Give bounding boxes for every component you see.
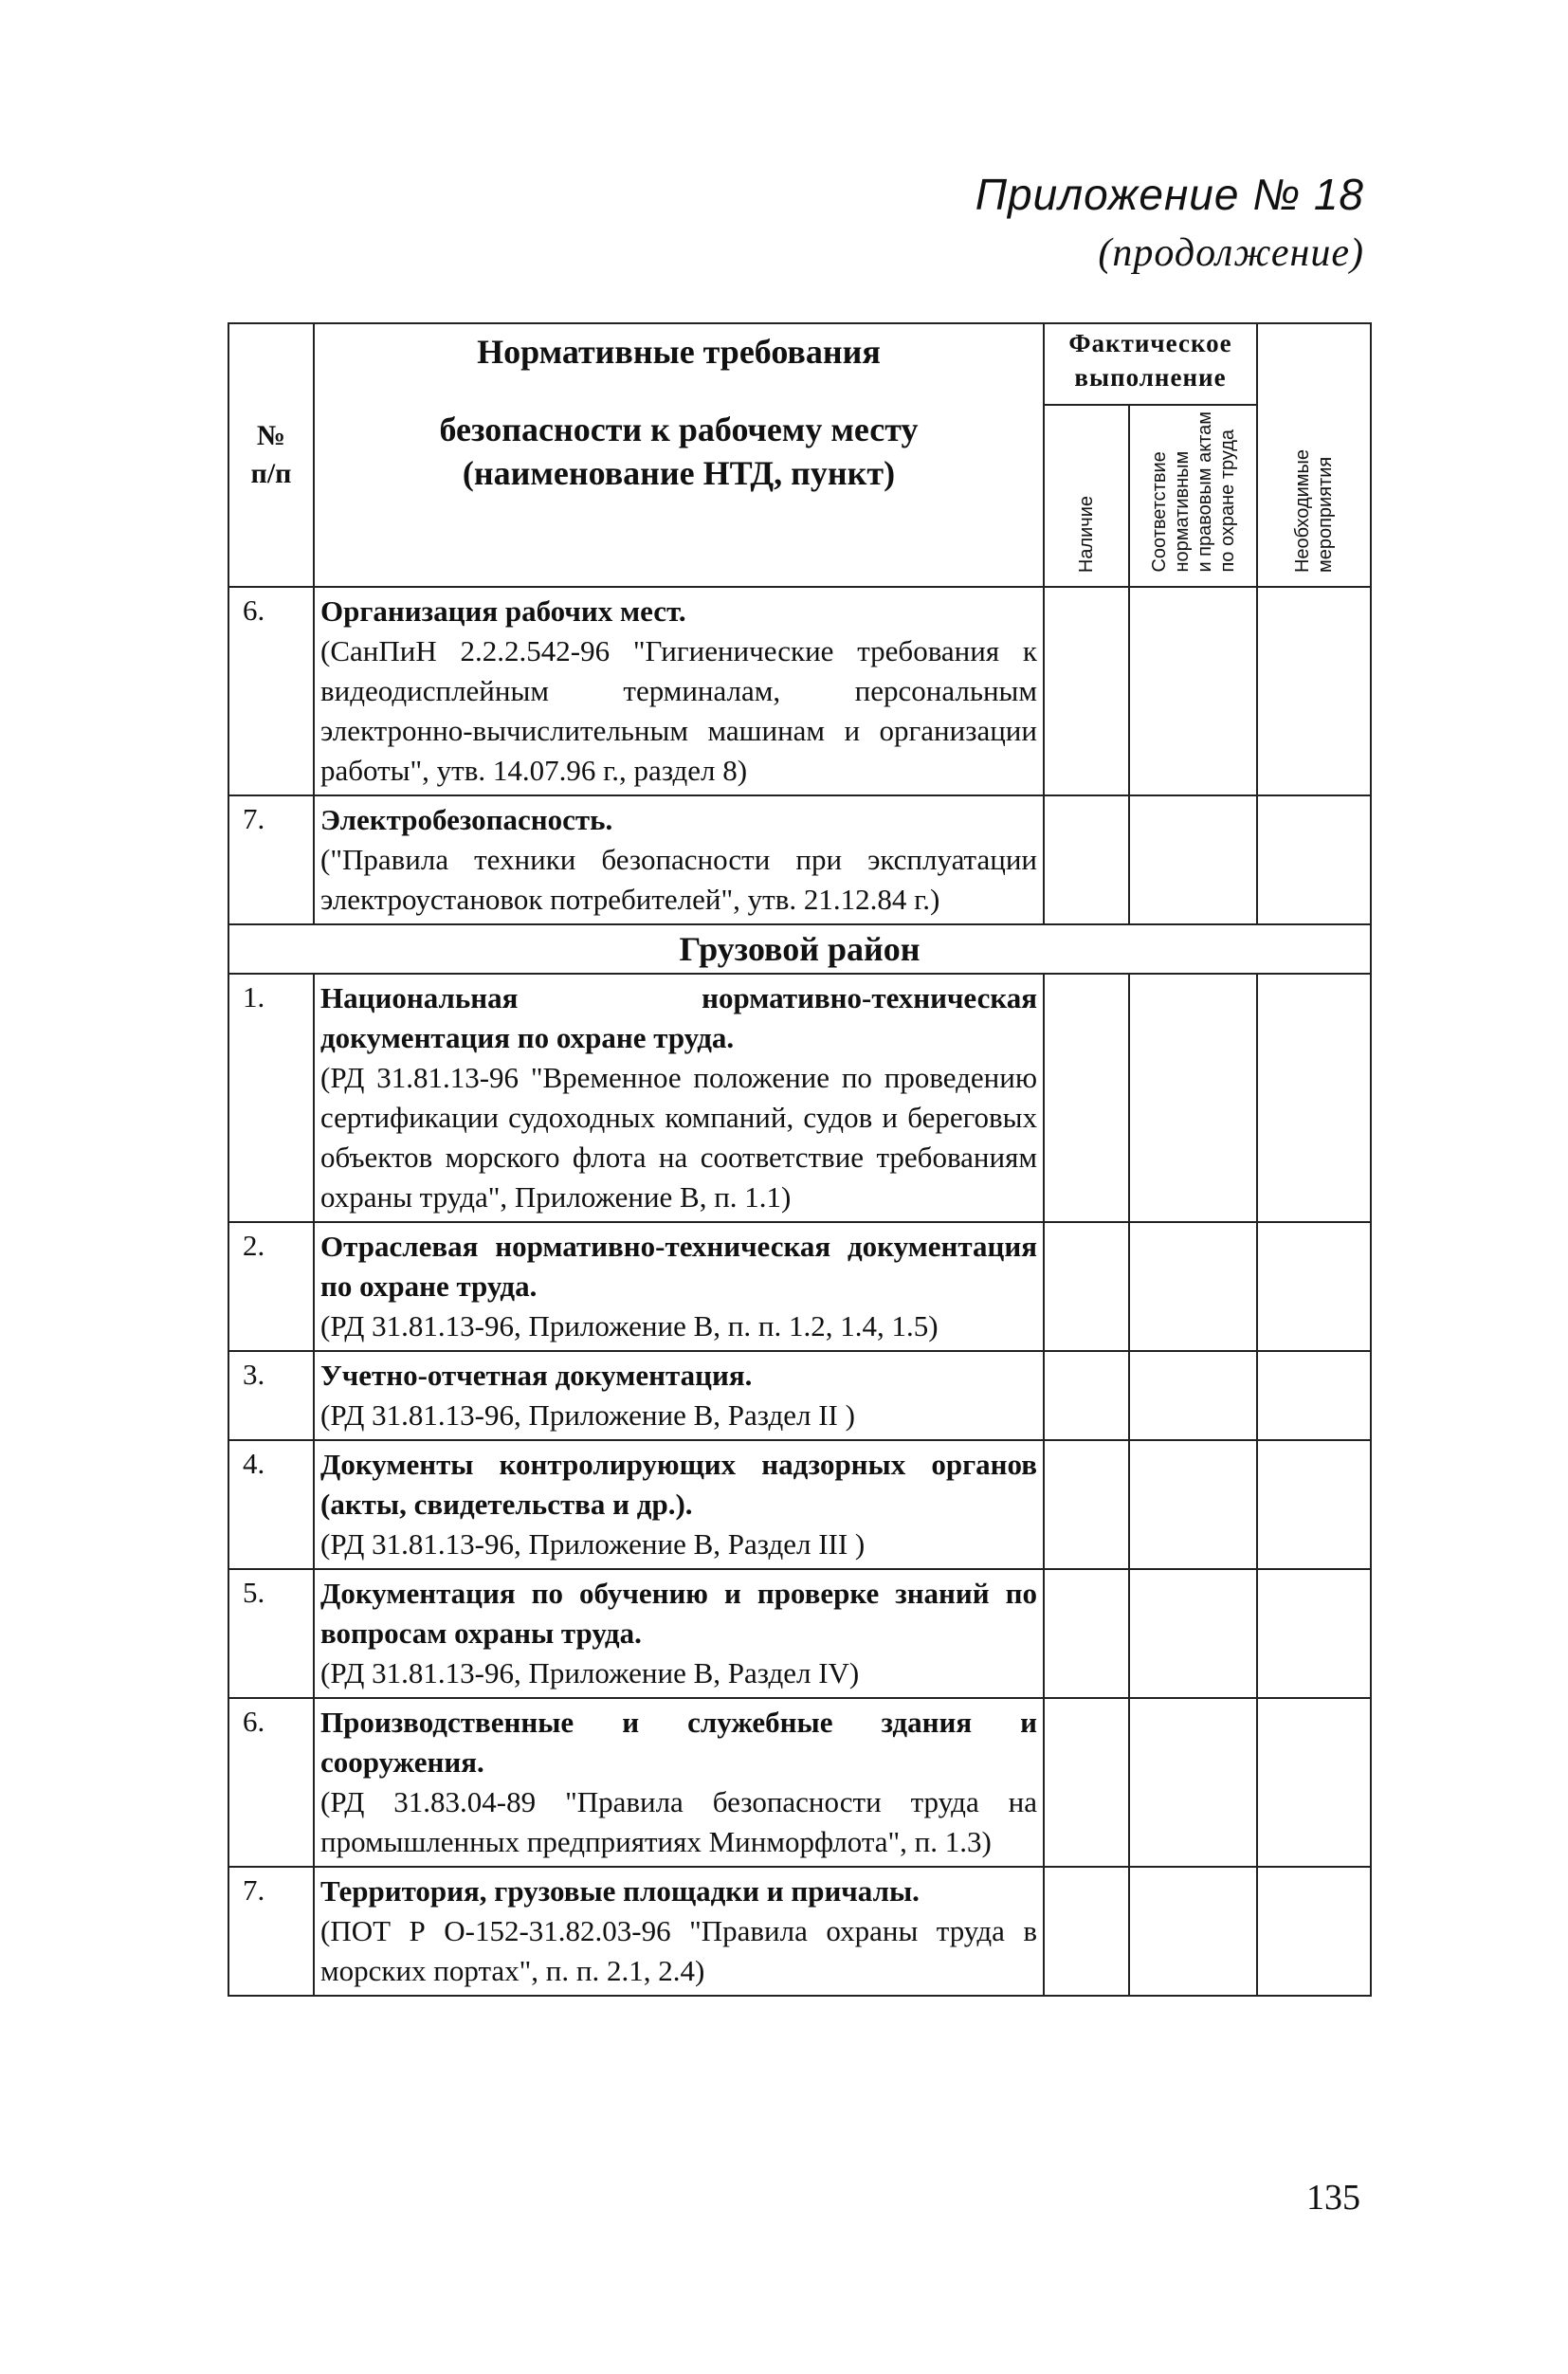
measures-cell <box>1257 795 1371 924</box>
row-reference: (РД 31.81.13-96 "Временное положение по проведению сертификации судоходных компаний, судов и береговых объектов морского флота на соответствие требованиям охраны труда", Приложение В, п. 1.1) <box>320 1061 1037 1214</box>
compliance-cell <box>1129 1440 1257 1569</box>
measures-cell <box>1257 1867 1371 1996</box>
row-reference: (РД 31.81.13-96, Приложение В, Раздел IV) <box>320 1656 860 1689</box>
table-row <box>228 1569 1371 1698</box>
section-row <box>228 924 1371 974</box>
header-measures-label: Необходимые мероприятия <box>1292 448 1336 573</box>
availability-cell <box>1044 1867 1129 1996</box>
row-reference: (РД 31.83.04-89 "Правила безопасности труда на промышленных предприятиях Минморфлота", п. 1.3) <box>320 1785 1037 1858</box>
row-requirement <box>314 1698 1044 1867</box>
compliance-cell <box>1129 1222 1257 1351</box>
appendix-title: Приложение № 18 <box>975 170 1364 219</box>
table-row <box>228 974 1371 1222</box>
compliance-cell <box>1129 1867 1257 1996</box>
header-number-label: № п/п <box>250 420 292 489</box>
table-row <box>228 1222 1371 1351</box>
table-row <box>228 587 1371 795</box>
row-requirement <box>314 1440 1044 1569</box>
compliance-cell <box>1129 1569 1257 1698</box>
header-compliance <box>1129 405 1257 587</box>
header-requirements-line2: безопасности к рабочему месту <box>439 411 919 448</box>
availability-cell <box>1044 1698 1129 1867</box>
row-title: Учетно-отчетная документация. <box>320 1359 753 1392</box>
row-title: Электробезопасность. <box>320 803 613 836</box>
header-availability-label: Наличие <box>1076 495 1097 573</box>
header-compliance-label: Соответствие нормативным и правовым актам по охране труда <box>1148 411 1238 573</box>
row-title: Отраслевая нормативно-техническая документация по охране труда. <box>320 1230 1037 1303</box>
section-title: Грузовой район <box>228 924 1371 974</box>
table-row <box>228 1867 1371 1996</box>
header-requirements-line3: (наименование НТД, пункт) <box>462 454 896 492</box>
row-number: 4. <box>228 1440 314 1569</box>
header-number <box>228 323 314 587</box>
header-requirements <box>314 323 1044 587</box>
row-requirement <box>314 974 1044 1222</box>
table-row <box>228 1440 1371 1569</box>
row-title: Национальная нормативно-техническая документация по охране труда. <box>320 981 1037 1054</box>
row-title: Документация по обучению и проверке знаний по вопросам охраны труда. <box>320 1577 1037 1650</box>
appendix-subtitle: (продолжение) <box>1098 231 1364 275</box>
row-number: 2. <box>228 1222 314 1351</box>
requirements-table <box>228 322 1372 1997</box>
page-number: 135 <box>1306 2178 1360 2218</box>
row-reference: ("Правила техники безопасности при эксплуатации электроустановок потребителей", утв. 21.12.84 г.) <box>320 843 1037 916</box>
header-requirements-line1: Нормативные требования <box>477 333 881 371</box>
row-number: 5. <box>228 1569 314 1698</box>
row-requirement <box>314 1351 1044 1440</box>
header-availability <box>1044 405 1129 587</box>
availability-cell <box>1044 1440 1129 1569</box>
availability-cell <box>1044 1569 1129 1698</box>
row-reference: (СанПиН 2.2.2.542-96 "Гигиенические требования к видеодисплейным терминалам, персональным электронно-вычислительным машинам и организации работы", утв. 14.07.96 г., раздел 8) <box>320 634 1037 787</box>
header-actual-execution: Фактическое выполнение <box>1044 323 1257 405</box>
measures-cell <box>1257 1698 1371 1867</box>
availability-cell <box>1044 587 1129 795</box>
row-requirement <box>314 1569 1044 1698</box>
row-number: 7. <box>228 795 314 924</box>
row-requirement <box>314 587 1044 795</box>
table-row <box>228 795 1371 924</box>
availability-cell <box>1044 795 1129 924</box>
compliance-cell <box>1129 974 1257 1222</box>
table-row <box>228 1698 1371 1867</box>
compliance-cell <box>1129 1351 1257 1440</box>
row-title: Документы контролирующих надзорных органов (акты, свидетельства и др.). <box>320 1448 1037 1521</box>
row-requirement <box>314 795 1044 924</box>
row-title: Организация рабочих мест. <box>320 594 686 628</box>
row-title: Производственные и служебные здания и сооружения. <box>320 1706 1037 1779</box>
row-number: 1. <box>228 974 314 1222</box>
compliance-cell <box>1129 1698 1257 1867</box>
row-reference: (РД 31.81.13-96, Приложение В, Раздел II ) <box>320 1398 855 1432</box>
measures-cell <box>1257 974 1371 1222</box>
measures-cell <box>1257 1440 1371 1569</box>
header-measures <box>1257 323 1371 587</box>
availability-cell <box>1044 974 1129 1222</box>
row-requirement <box>314 1222 1044 1351</box>
row-reference: (РД 31.81.13-96, Приложение В, Раздел III ) <box>320 1527 866 1561</box>
measures-cell <box>1257 1351 1371 1440</box>
measures-cell <box>1257 587 1371 795</box>
row-reference: (РД 31.81.13-96, Приложение В, п. п. 1.2, 1.4, 1.5) <box>320 1309 939 1342</box>
compliance-cell <box>1129 795 1257 924</box>
table-row <box>228 1351 1371 1440</box>
measures-cell <box>1257 1569 1371 1698</box>
row-number: 6. <box>228 1698 314 1867</box>
compliance-cell <box>1129 587 1257 795</box>
row-requirement <box>314 1867 1044 1996</box>
row-title: Территория, грузовые площадки и причалы. <box>320 1874 920 1908</box>
availability-cell <box>1044 1351 1129 1440</box>
row-reference: (ПОТ Р О-152-31.82.03-96 "Правила охраны труда в морских портах", п. п. 2.1, 2.4) <box>320 1914 1037 1987</box>
measures-cell <box>1257 1222 1371 1351</box>
row-number: 7. <box>228 1867 314 1996</box>
availability-cell <box>1044 1222 1129 1351</box>
row-number: 6. <box>228 587 314 795</box>
row-number: 3. <box>228 1351 314 1440</box>
